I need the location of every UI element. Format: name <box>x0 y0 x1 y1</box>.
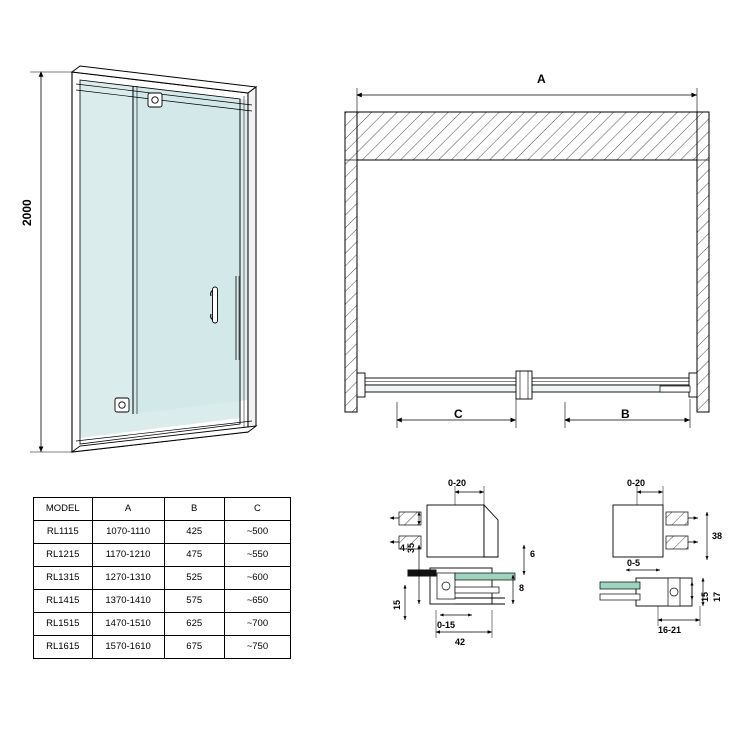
cell-b: 675 <box>164 636 224 659</box>
detail-right-dim-16-21: 16-21 <box>658 625 682 635</box>
plan-dim-a-label: A <box>537 72 546 86</box>
cell-c: ~550 <box>224 544 290 567</box>
cell-b: 625 <box>164 613 224 636</box>
cell-model: RL1215 <box>34 544 93 567</box>
cell-c: ~600 <box>224 567 290 590</box>
cell-c: ~500 <box>224 521 290 544</box>
col-header-c: C <box>224 498 290 521</box>
plan-view <box>345 88 709 428</box>
cell-b: 425 <box>164 521 224 544</box>
detail-left-dim-6: 6 <box>530 549 536 559</box>
cell-model: RL1615 <box>34 636 93 659</box>
detail-left-dim-42: 42 <box>455 637 466 647</box>
table-header-row <box>34 498 291 521</box>
detail-left-dim-0-15: 0-15 <box>437 620 456 630</box>
cell-b: 575 <box>164 590 224 613</box>
detail-left-top-dim: 0-20 <box>448 478 467 488</box>
cell-a: 1070-1110 <box>92 521 164 544</box>
cell-a: 1370-1410 <box>92 590 164 613</box>
cell-c: ~700 <box>224 613 290 636</box>
table-row <box>34 544 291 567</box>
table-row <box>34 613 291 636</box>
table-row <box>34 521 291 544</box>
detail-right-dim-15: 15 <box>700 591 710 602</box>
cell-a: 1170-1210 <box>92 544 164 567</box>
detail-left <box>390 486 524 638</box>
col-header-b: B <box>164 498 224 521</box>
detail-right <box>600 486 707 626</box>
detail-left-dim-4: 4 <box>400 543 406 553</box>
cell-model: RL1315 <box>34 567 93 590</box>
cell-model: RL1515 <box>34 613 93 636</box>
col-header-a: A <box>92 498 164 521</box>
detail-right-dim-17: 17 <box>712 591 722 602</box>
cell-model: RL1115 <box>34 521 93 544</box>
detail-left-dim-15: 15 <box>392 599 402 610</box>
detail-right-top-dim: 0-20 <box>627 478 646 488</box>
detail-left-dim-8: 8 <box>519 583 525 593</box>
elevation-view <box>30 66 256 452</box>
detail-right-dim-38: 38 <box>712 531 723 541</box>
col-header-model: MODEL <box>34 498 93 521</box>
elevation-height-label: 2000 <box>20 199 34 226</box>
cell-c: ~750 <box>224 636 290 659</box>
cell-c: ~650 <box>224 590 290 613</box>
cell-b: 475 <box>164 544 224 567</box>
cell-a: 1270-1310 <box>92 567 164 590</box>
cell-a: 1570-1610 <box>92 636 164 659</box>
cell-model: RL1415 <box>34 590 93 613</box>
table-row <box>34 636 291 659</box>
table-row <box>34 590 291 613</box>
cell-a: 1470-1510 <box>92 613 164 636</box>
model-spec-table <box>33 497 291 659</box>
plan-dim-c-label: C <box>454 407 463 421</box>
cell-b: 525 <box>164 567 224 590</box>
table-row <box>34 567 291 590</box>
plan-dim-b-label: B <box>621 407 630 421</box>
detail-right-dim-0-5: 0-5 <box>627 558 641 568</box>
detail-left-dim-35: 35 <box>406 542 416 553</box>
